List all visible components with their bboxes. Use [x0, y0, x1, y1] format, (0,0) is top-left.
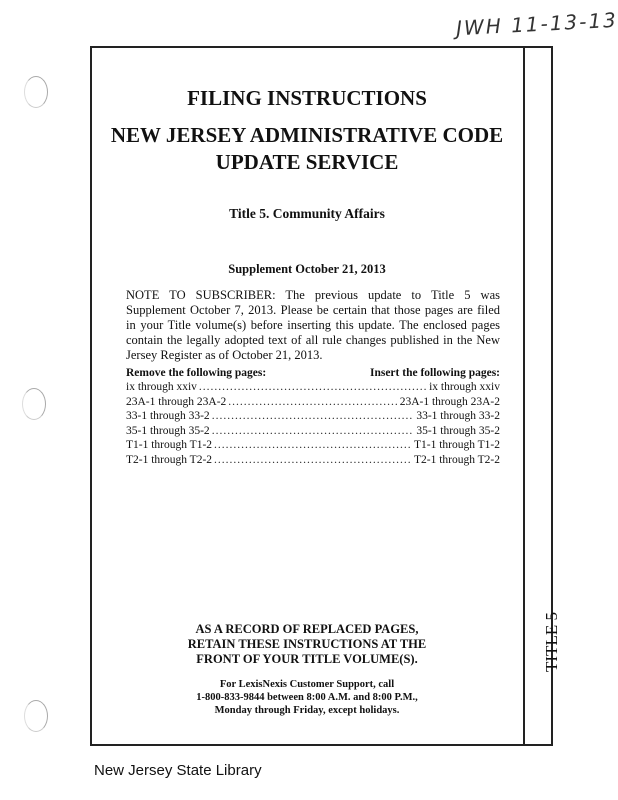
record-line-3: FRONT OF YOUR TITLE VOLUME(S). — [196, 652, 418, 666]
page-subheading — [92, 122, 522, 176]
handwritten-initials-date: JWH 11-13-13 — [455, 7, 618, 41]
leader-dots — [212, 409, 415, 424]
insert-pages: ix through xxiv — [429, 381, 500, 393]
table-row — [126, 424, 500, 439]
support-line-1: For LexisNexis Customer Support, call — [219, 679, 395, 690]
page-heading: FILING INSTRUCTIONS — [187, 86, 427, 110]
support-line-3: Monday through Friday, except holidays. — [214, 705, 400, 716]
remove-pages: 33-1 through 33-2 — [126, 410, 210, 422]
pages-table-header — [126, 366, 500, 380]
punch-hole-middle — [22, 388, 46, 420]
record-line-1: AS A RECORD OF REPLACED PAGES, — [195, 622, 419, 636]
remove-header: Remove the following pages: — [126, 367, 267, 379]
insert-header: Insert the following pages: — [369, 367, 500, 379]
title-name: Title 5. Community Affairs — [229, 206, 385, 221]
leader-dots — [214, 453, 412, 468]
insert-pages: T2-1 through T2-2 — [413, 453, 500, 466]
table-row — [126, 453, 500, 468]
tab-label: TITLE 5 — [542, 612, 561, 672]
remove-pages: T1-1 through T1-2 — [126, 439, 213, 451]
insert-pages: 35-1 through 35-2 — [416, 424, 500, 437]
subscriber-note: NOTE TO SUBSCRIBER: The previous update to Title 5 was Supplement October 7, 2013. Please be certain that those pages are filed in your Title volume(s) before inserting this update. The enclosed pages contain the legally adopted text of all rule changes published in the New Jersey Register as of October 21, 2013. — [126, 288, 500, 362]
leader-dots — [212, 424, 415, 439]
punch-hole-top — [24, 76, 48, 108]
table-row — [126, 409, 500, 424]
library-footer: New Jersey State Library — [94, 762, 262, 779]
insert-pages: 33-1 through 33-2 — [416, 410, 500, 422]
punch-hole-bottom — [24, 700, 48, 732]
table-row — [126, 395, 500, 410]
insert-pages: T1-1 through T1-2 — [413, 439, 500, 451]
leader-dots — [228, 395, 397, 410]
remove-pages: 23A-1 through 23A-2 — [126, 395, 227, 408]
record-instructions — [92, 622, 522, 667]
customer-support-info — [92, 678, 522, 717]
tab-divider-line — [523, 46, 525, 746]
supplement-date: Supplement October 21, 2013 — [228, 262, 386, 276]
leader-dots — [199, 380, 427, 395]
subheading-line-1: NEW JERSEY ADMINISTRATIVE CODE — [110, 123, 504, 147]
record-line-2: RETAIN THESE INSTRUCTIONS AT THE — [187, 637, 427, 651]
remove-pages: T2-1 through T2-2 — [126, 453, 213, 466]
support-line-2: 1-800-833-9844 between 8:00 A.M. and 8:00 P.M., — [196, 692, 418, 703]
leader-dots — [214, 438, 412, 453]
table-row — [126, 438, 500, 453]
remove-pages: 35-1 through 35-2 — [126, 424, 210, 437]
table-row — [126, 380, 500, 395]
subheading-line-2: UPDATE SERVICE — [215, 150, 399, 174]
insert-pages: 23A-1 through 23A-2 — [399, 395, 500, 408]
pages-table — [126, 366, 500, 467]
remove-pages: ix through xxiv — [126, 381, 197, 393]
